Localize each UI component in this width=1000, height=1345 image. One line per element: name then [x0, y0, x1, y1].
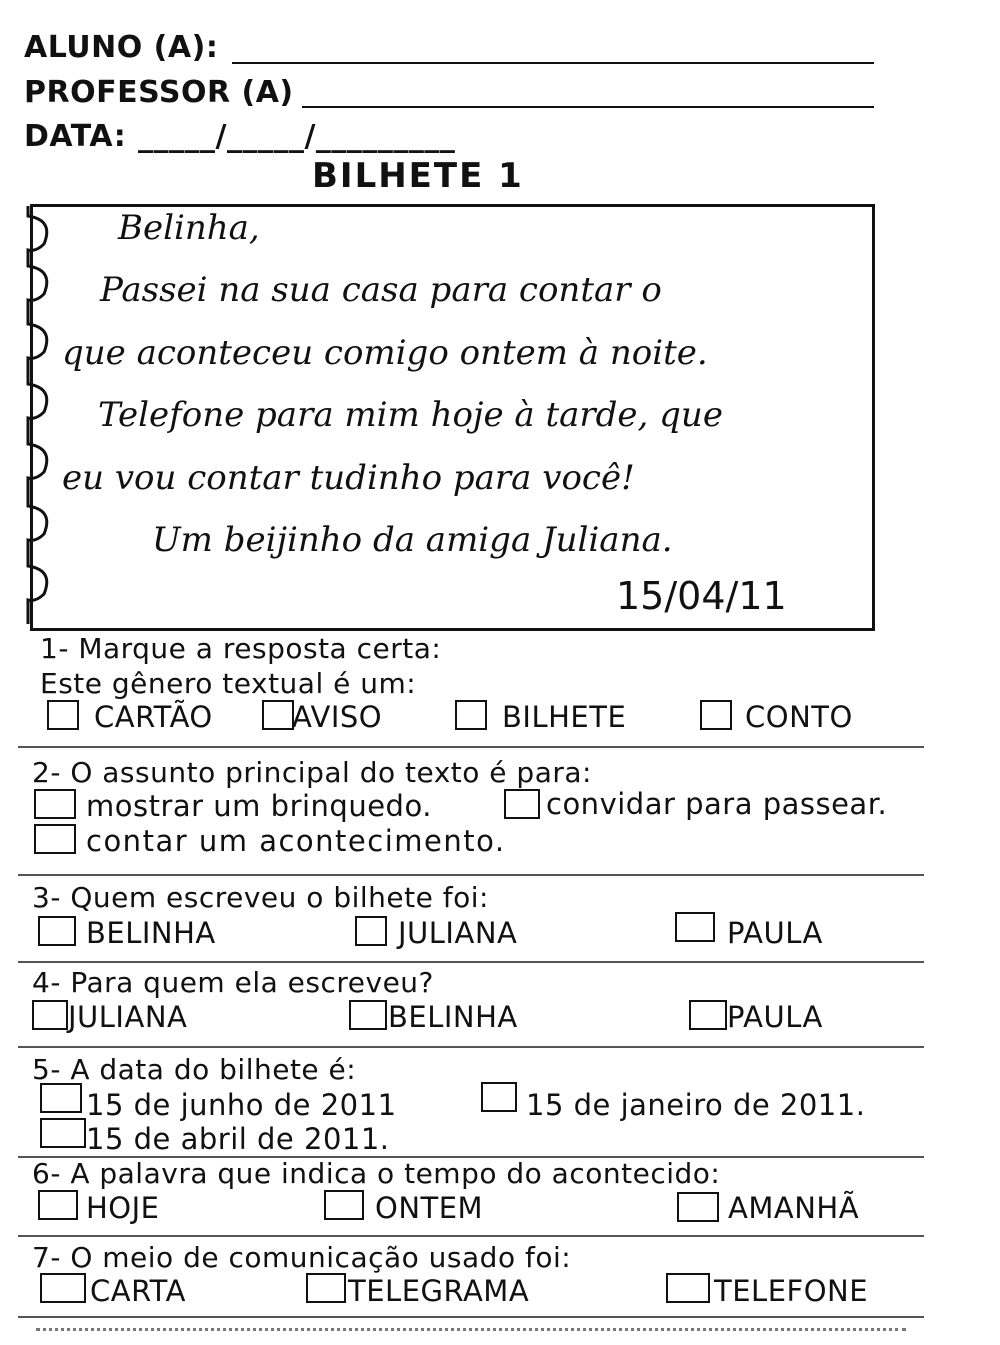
q1-option-conto: CONTO — [745, 700, 853, 734]
note-signature: Um beijinho da amiga Juliana. — [152, 520, 673, 560]
q3-checkbox-paula[interactable] — [675, 912, 715, 942]
q7-checkbox-carta[interactable] — [40, 1273, 86, 1303]
date-label: DATA: — [24, 119, 127, 154]
q1-checkbox-bilhete[interactable] — [455, 700, 487, 730]
divider — [18, 1046, 924, 1048]
note-line-2: que aconteceu comigo ontem à noite. — [62, 333, 708, 373]
q7-checkbox-telegrama[interactable] — [306, 1273, 346, 1303]
q5-checkbox-janeiro[interactable] — [481, 1082, 517, 1112]
q7-checkbox-telefone[interactable] — [666, 1273, 710, 1303]
q2-checkbox-acontecimento[interactable] — [34, 824, 76, 854]
note-greeting: Belinha, — [118, 208, 260, 248]
q4-checkbox-juliana[interactable] — [32, 1000, 68, 1030]
q3-option-belinha: BELINHA — [86, 916, 216, 950]
q6-checkbox-hoje[interactable] — [38, 1190, 78, 1220]
q6-prompt: 6- A palavra que indica o tempo do acontecido: — [32, 1157, 721, 1190]
q3-option-juliana: JULIANA — [398, 916, 518, 950]
q1-prompt: 1- Marque a resposta certa: — [40, 632, 442, 665]
q1-option-aviso: AVISO — [292, 700, 383, 734]
q3-checkbox-belinha[interactable] — [38, 916, 76, 946]
q2-option-passear: convidar para passear. — [546, 787, 888, 821]
q1-checkbox-aviso[interactable] — [262, 700, 294, 730]
q7-option-carta: CARTA — [90, 1274, 186, 1308]
q1-checkbox-cartao[interactable] — [47, 700, 79, 730]
q2-prompt: 2- O assunto principal do texto é para: — [32, 756, 592, 789]
q1-checkbox-conto[interactable] — [700, 700, 732, 730]
q2-checkbox-brinquedo[interactable] — [34, 789, 76, 819]
note-line-4: eu vou contar tudinho para você! — [62, 458, 635, 498]
q5-checkbox-abril[interactable] — [40, 1118, 86, 1148]
date-blanks[interactable]: _____/_____/_________ — [138, 119, 456, 154]
q6-checkbox-ontem[interactable] — [324, 1190, 364, 1220]
q4-prompt: 4- Para quem ela escreveu? — [32, 966, 434, 999]
teacher-label: PROFESSOR (A) — [24, 75, 294, 110]
student-name-line[interactable] — [232, 62, 874, 64]
divider — [18, 1235, 924, 1237]
q3-prompt: 3- Quem escreveu o bilhete foi: — [32, 881, 489, 914]
divider — [18, 746, 924, 748]
q5-prompt: 5- A data do bilhete é: — [32, 1053, 357, 1086]
q4-option-belinha: BELINHA — [388, 1000, 518, 1034]
page-title: BILHETE 1 — [312, 156, 524, 196]
teacher-name-line[interactable] — [302, 106, 874, 108]
q6-checkbox-amanha[interactable] — [677, 1192, 719, 1222]
q3-checkbox-juliana[interactable] — [355, 916, 387, 946]
note-line-3: Telefone para mim hoje à tarde, que — [98, 395, 723, 435]
q7-option-telefone: TELEFONE — [714, 1274, 869, 1308]
q1-subprompt: Este gênero textual é um: — [40, 667, 417, 700]
divider — [18, 1316, 924, 1318]
q4-option-paula: PAULA — [727, 1000, 823, 1034]
note-date: 15/04/11 — [616, 574, 787, 618]
q1-option-bilhete: BILHETE — [502, 700, 627, 734]
q6-option-ontem: ONTEM — [375, 1191, 484, 1225]
notebook-spiral-icon — [22, 206, 62, 626]
note-line-1: Passei na sua casa para contar o — [100, 270, 662, 310]
q7-prompt: 7- O meio de comunicação usado foi: — [32, 1241, 572, 1274]
q2-option-acontecimento: contar um acontecimento. — [86, 824, 506, 858]
q2-option-brinquedo: mostrar um brinquedo. — [86, 789, 432, 823]
q5-option-abril: 15 de abril de 2011. — [86, 1122, 390, 1156]
q4-checkbox-paula[interactable] — [689, 1000, 727, 1030]
q2-checkbox-passear[interactable] — [504, 789, 540, 819]
q7-option-telegrama: TELEGRAMA — [348, 1274, 530, 1308]
q5-option-janeiro: 15 de janeiro de 2011. — [526, 1088, 866, 1122]
q6-option-amanha: AMANHÃ — [728, 1191, 860, 1225]
cut-off-text-remnant — [36, 1328, 906, 1331]
q5-checkbox-junho[interactable] — [40, 1083, 82, 1113]
student-label: ALUNO (A): — [24, 30, 219, 65]
q5-option-junho: 15 de junho de 2011 — [86, 1088, 397, 1122]
q4-option-juliana: JULIANA — [68, 1000, 188, 1034]
q6-option-hoje: HOJE — [86, 1191, 160, 1225]
divider — [18, 874, 924, 876]
q1-option-cartao: CARTÃO — [94, 700, 213, 734]
divider — [18, 961, 924, 963]
q3-option-paula: PAULA — [727, 916, 823, 950]
q4-checkbox-belinha[interactable] — [349, 1000, 387, 1030]
